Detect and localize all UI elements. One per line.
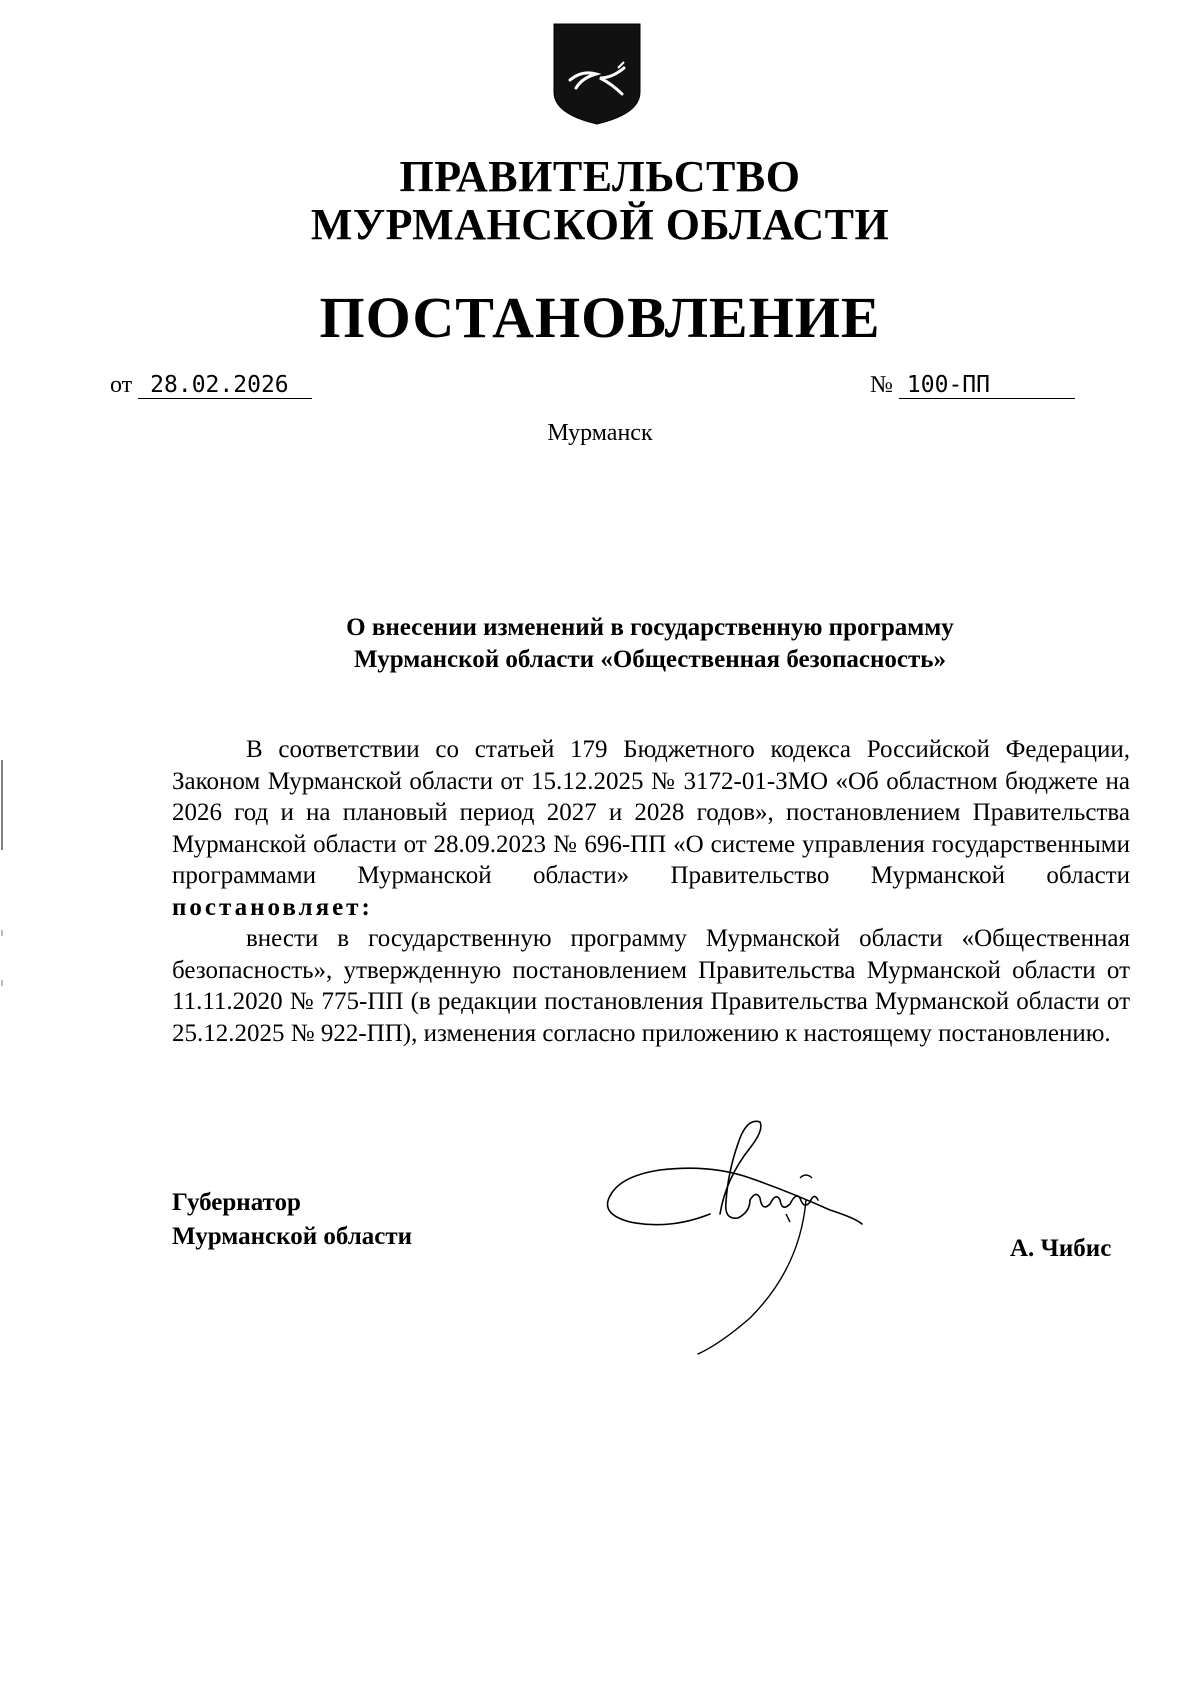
document-number [870, 370, 1075, 400]
signatory-name: А. Чибис [1010, 1235, 1112, 1262]
city-name: Мурманск [547, 420, 653, 446]
decree-word: постановляет: [172, 893, 373, 921]
body-paragraph-1 [172, 734, 1130, 923]
document-body [172, 734, 1130, 1049]
subject-line2: Мурманской области «Общественная безопасность» [354, 646, 946, 673]
organization-title-line1: ПРАВИТЕЛЬСТВО [399, 152, 801, 201]
organization-title-line2: МУРМАНСКОЙ ОБЛАСТИ [310, 200, 890, 249]
signatory-title-line1: Губернатор [172, 1189, 301, 1216]
subject-line1: О внесении изменений в государственную программу [346, 614, 954, 641]
document-date [110, 370, 312, 400]
signatory-title [172, 1186, 412, 1254]
signatory-title-line2: Мурманской области [172, 1223, 413, 1250]
number-prefix: № [870, 372, 893, 398]
date-value: 28.02.2026 [138, 372, 312, 399]
handwritten-signature [600, 1118, 910, 1358]
scan-margin-marks [0, 760, 6, 1060]
document-subject [170, 612, 1130, 676]
document-type-title: ПОСТАНОВЛЕНИЕ [319, 285, 881, 350]
paragraph1-text: В соответствии со статьей 179 Бюджетного кодекса Российской Федерации, Законом Мурманской области от 15.12.2025 № 3172-01-ЗМО «Об областном бюджете на 2026 год и на плановый период 2027 и 2028 годов», постановлением Правительства Мурманской области от 28.09.2023 № 696-ПП «О системе управления государственными программами Мурманской области» Правительство Мурманской области [172, 736, 1130, 889]
coat-of-arms-emblem [552, 22, 642, 126]
date-prefix: от [110, 372, 133, 398]
body-paragraph-2: внести в государственную программу Мурманской области «Общественная безопасность», утвержденную постановлением Правительства Мурманской области от 11.11.2020 № 775-ПП (в редакции постановления Правительства Мурманской области от 25.12.2025 № 922-ПП), изменения согласно приложению к настоящему постановлению. [172, 925, 1130, 1047]
number-value: 100-ПП [899, 372, 1075, 399]
